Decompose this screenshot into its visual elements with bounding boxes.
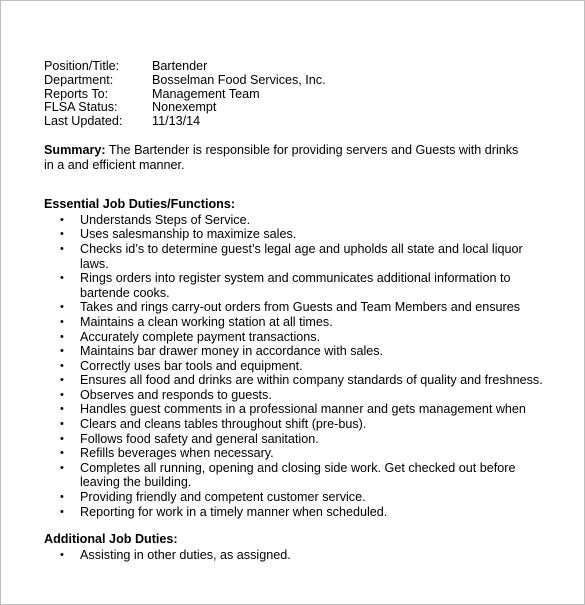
list-item-text: Ensures all food and drinks are within company standards of quality and freshness. <box>80 373 543 388</box>
list-item <box>44 330 546 345</box>
list-item-text: Maintains a clean working station at all times. <box>80 314 333 329</box>
list-item <box>44 315 546 330</box>
list-item <box>44 505 546 520</box>
bullet-icon: • <box>60 301 64 314</box>
document-content <box>44 60 544 562</box>
list-item-text: Completes all running, opening and closing side work. Get checked out before leaving the building. <box>80 460 516 490</box>
additional-duties-heading: Additional Job Duties: <box>44 532 178 547</box>
department-row <box>44 74 544 88</box>
list-item <box>44 344 546 359</box>
list-item <box>44 213 546 228</box>
list-item-text: Clears and cleans tables throughout shift (pre-bus). <box>80 417 367 432</box>
list-item <box>44 461 546 490</box>
bullet-icon: • <box>60 228 64 241</box>
field-label: Department: <box>44 72 114 87</box>
list-item-text: Accurately complete payment transactions. <box>80 329 321 344</box>
list-item-text: Reporting for work in a timely manner when scheduled. <box>80 504 388 519</box>
list-item-text: Takes and rings carry-out orders from Guests and Team Members and ensures <box>80 300 521 315</box>
list-item-text: Understands Steps of Service. <box>80 212 251 227</box>
field-value: Bosselman Food Services, Inc. <box>152 72 326 87</box>
bullet-icon: • <box>60 461 64 474</box>
list-item-text: Checks id’s to determine guest’s legal age and upholds all state and local liquor laws. <box>80 241 523 271</box>
list-item-text: Uses salesmanship to maximize sales. <box>80 227 297 242</box>
bullet-icon: • <box>60 330 64 343</box>
bullet-icon: • <box>60 447 64 460</box>
list-item <box>44 548 546 563</box>
bullet-icon: • <box>60 418 64 431</box>
field-label: FLSA Status: <box>44 100 118 115</box>
essential-duties-list <box>44 213 544 519</box>
list-item <box>44 388 546 403</box>
flsa-status-row <box>44 101 544 115</box>
job-info-block <box>44 60 544 129</box>
bullet-icon: • <box>60 359 64 372</box>
list-item-text: Providing friendly and competent customer service. <box>80 490 366 505</box>
field-label: Last Updated: <box>44 114 123 129</box>
bullet-icon: • <box>60 345 64 358</box>
list-item <box>44 359 546 374</box>
essential-duties-heading: Essential Job Duties/Functions: <box>44 197 236 212</box>
last-updated-row <box>44 115 544 129</box>
list-item-text: Observes and responds to guests. <box>80 387 272 402</box>
field-value: Nonexempt <box>152 100 217 115</box>
list-item <box>44 432 546 447</box>
list-item <box>44 373 546 388</box>
list-item <box>44 446 546 461</box>
list-item-text: Rings orders into register system and communicates additional information to bartende cooks. <box>80 271 511 300</box>
list-item-text: Maintains bar drawer money in accordance with sales. <box>80 344 384 359</box>
field-value: Management Team <box>152 86 260 101</box>
list-item <box>44 227 546 242</box>
list-item-text: Refills beverages when necessary. <box>80 446 274 461</box>
field-label: Position/Title: <box>44 59 120 73</box>
position-row <box>44 60 544 74</box>
list-item-text: Correctly uses bar tools and equipment. <box>80 358 303 373</box>
bullet-icon: • <box>60 213 64 226</box>
list-item <box>44 300 546 315</box>
additional-duties-list <box>44 548 544 563</box>
field-value: 11/13/14 <box>152 114 201 129</box>
bullet-icon: • <box>60 388 64 401</box>
bullet-icon: • <box>60 548 64 561</box>
bullet-icon: • <box>60 491 64 504</box>
list-item <box>44 271 546 300</box>
bullet-icon: • <box>60 374 64 387</box>
list-item-text: Assisting in other duties, as assigned. <box>80 547 291 562</box>
bullet-icon: • <box>60 315 64 328</box>
list-item-text: Handles guest comments in a professional manner and gets management when <box>80 402 526 417</box>
list-item <box>44 242 546 271</box>
bullet-icon: • <box>60 505 64 518</box>
bullet-icon: • <box>60 242 64 255</box>
bullet-icon: • <box>60 432 64 445</box>
summary-label: Summary: <box>44 142 106 157</box>
list-item <box>44 402 546 417</box>
bullet-icon: • <box>60 403 64 416</box>
list-item <box>44 490 546 505</box>
field-value: Bartender <box>152 59 208 73</box>
field-label: Reports To: <box>44 86 109 101</box>
bullet-icon: • <box>60 272 64 285</box>
summary-paragraph <box>44 143 529 172</box>
list-item <box>44 417 546 432</box>
reports-to-row <box>44 88 544 102</box>
summary-text: The Bartender is responsible for providing servers and Guests with drinks in a and efficient manner. <box>44 142 519 172</box>
list-item-text: Follows food safety and general sanitation. <box>80 431 319 446</box>
